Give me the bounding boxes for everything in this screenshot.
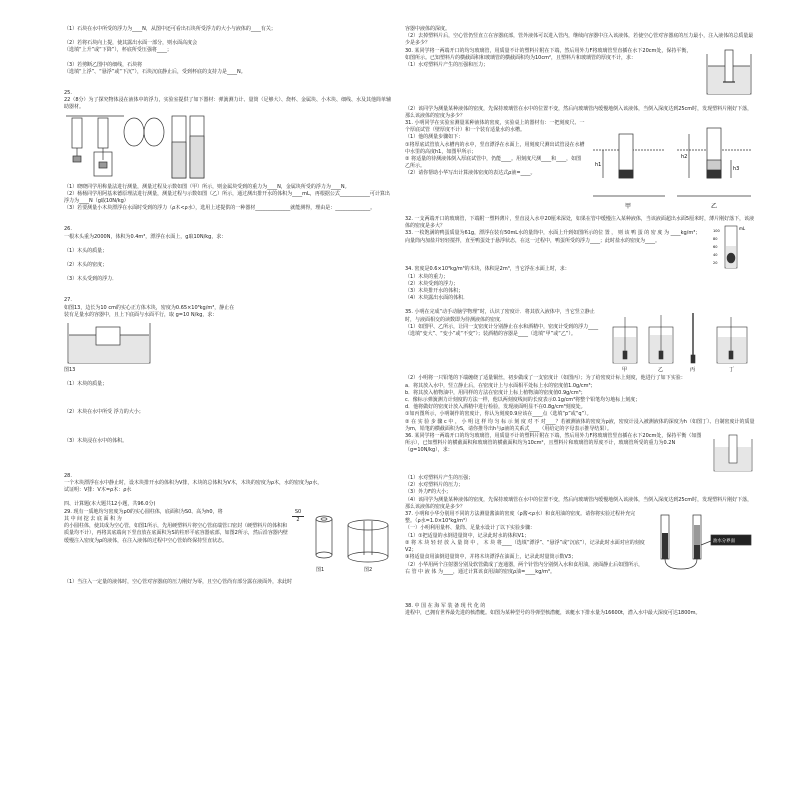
q27-stem-1: 如图13，边长为10 cm的实心正方体木块，密度为0.65×10³kg/m³，静止在 xyxy=(64,304,235,311)
q30-sub-2: （2）该同学为测量某种液体的密度，先保持玻璃管在水中的位置不变，然后向玻璃管内缓慢地倒入该液体，当倒入深度达到25cm时，发现塑料片刚好下落，那么该液体的密度为多少？ xyxy=(405,105,753,119)
fig-yi-label: 乙 xyxy=(711,203,718,211)
tick-80: 80 xyxy=(713,237,718,242)
q30-tube-in-water-figure xyxy=(703,48,755,98)
q36-sub-2: （2）水对塑料片的压力； xyxy=(405,482,464,489)
q29-block xyxy=(64,509,394,579)
q36-sub-4: （4）该同学为测量某种液体的密度，先保持玻璃管在水中的位置不变，然后向玻璃管内缓慢地倒入该液体，当倒入深度达到25cm时，发现塑料片刚好下落，那么该液体的密度是多少？ xyxy=(405,496,753,510)
fraction-denominator: 2 xyxy=(296,516,300,523)
q33-stem: 33. 一枚饱满的鸭蛋质量为61g，漂浮在装有50mL水的量筒中，水面上升到如图所示的位 置 ， 则 该 鸭 蛋 的 密 度 为 ____kg/m³；向量筒内加盐并轻轻搅拌，直至鸭蛋处于悬浮状态，在这一过程中，鸭蛋所受的浮力____；此时盐水的密度为____。 xyxy=(405,230,701,244)
q37-step-3: ③将适量食用油倒进量筒中，并将木块漂浮在油面上，记录此时量筒示数V3； xyxy=(405,554,577,561)
q29-line-1: 29. 现有一质地均匀密度为ρ0的实心圆柱体，底面积为S0、高为h0，将 xyxy=(64,508,223,515)
q38-line-1: 38. 中 国 在 海 军 装 备 现 代 化 的 xyxy=(405,603,486,610)
fig35-bing: 丙 xyxy=(690,367,696,374)
q35-step-a: a．将其放入水中，竖立静止后，在密度计上与水面相平处标上水的密度值1.0g/cm³； xyxy=(405,382,596,389)
q36-sub-1: （1）水对塑料片产生的压强； xyxy=(405,475,474,482)
q-top-line-1: （1）石块在水中所受的浮力为____N，从图中还可看出石块所受浮力的大小与液体的____有关； xyxy=(64,26,276,32)
q34-stem: 34. 密度是0.6×10³kg/m³的木块，体积是2m³，当它浮在水面上时，求： xyxy=(405,266,570,273)
r-top-line-2: （2）去掉塑料片后，空心管仍竖直立在容器底部，管外液体可以进入管内，继续向容器中注入该液体，若使空心管对容器底的压力最小，注入液体的总质量最少是多少？ xyxy=(405,33,754,47)
spring-scale-and-cylinder-diagram xyxy=(64,112,224,184)
q26-sub-2: （2）木头的密度； xyxy=(64,262,108,269)
q35-block xyxy=(405,309,757,375)
cylinder-unit: mL xyxy=(739,226,746,232)
tick-40: 40 xyxy=(713,253,718,258)
q30-block xyxy=(405,48,757,106)
q31-sub-2: （2）请你帮助小华写出计算液体密度的表达式ρ液=____。 xyxy=(405,170,536,177)
q36-sub-3: （3）外力F的大小； xyxy=(405,489,452,496)
q29-line-2: 其 中 间 挖 去 底 面 积 为 xyxy=(64,515,122,522)
q31-step-1: ①将厚底试管放入水槽内的水中，竖直漂浮在水面上，用刻度尺测出试管浸在水槽中水里的高度h1，如图甲所示； xyxy=(405,141,585,155)
fig35-yi: 乙 xyxy=(658,367,664,374)
q37-block xyxy=(405,511,757,603)
fig35-jia: 甲 xyxy=(622,367,628,374)
q31-sub-1: （1）他的测量步骤如下： xyxy=(405,134,464,141)
q26-stem: 一根木头重为2000N，体积为0.4m³，漂浮在水面上，g取10N/kg，求： xyxy=(64,233,227,240)
q28-number: 28. xyxy=(64,472,72,479)
q34-sub-2: （2）木块受到的浮力； xyxy=(405,280,459,287)
q37-step-1: （1）①把适量的水倒进量筒中，记录此时水的体积V1； xyxy=(405,532,530,539)
fig13-caption: 图13 xyxy=(64,367,76,374)
graduated-cylinder xyxy=(711,222,751,270)
fig13-container xyxy=(64,319,394,367)
fig35-ding: 丁 xyxy=(729,367,735,374)
q36-block xyxy=(405,433,757,475)
q26-sub-3: （3）木头受到的浮力． xyxy=(64,276,118,283)
right-column xyxy=(405,26,757,617)
q28-stem: 一个木块漂浮在水中静止时，设木块排开水的体积为V排，木块的总体积为V木，木块的密度为ρ木，水的密度为ρ水， xyxy=(64,480,323,487)
q25-sub-3: （3）若要测量小木块漂浮在水面时受到的浮力（ρ木<ρ水），选用上述提供的一种器材______________就能测得，理由是：______________。 xyxy=(64,205,376,212)
tick-20: 20 xyxy=(713,261,718,266)
q33-block xyxy=(405,226,757,266)
fig1-caption: 图1 xyxy=(316,566,325,573)
fig-jia-label: 甲 xyxy=(625,203,632,211)
q27-sub-1: （1）木块的质量； xyxy=(64,381,108,388)
fraction xyxy=(292,509,304,524)
fig2-caption: 图2 xyxy=(364,566,373,573)
h3-label: h3 xyxy=(733,166,740,173)
q35-sub-1: （1）如图甲、乙所示，让同一支密度计分别静止在水和酒精中，密度计受到的浮力____（选填“变大”、“变小”或“不变”）；装酒精的容器是____（选填“甲”或“乙”）。 xyxy=(405,323,599,338)
q26-number: 26. xyxy=(64,226,72,233)
q34-sub-1: （1）木块的重力； xyxy=(405,273,449,280)
section-four-heading: 四、计算题(本大题共12小题，共96.0分) xyxy=(64,501,156,508)
q-top-line-5: （选填“上浮”、“悬浮”或“下沉”），石块沉底静止后，受到杯底的支持力是____N。 xyxy=(64,68,246,75)
q27-number: 27. xyxy=(64,297,72,304)
q36-stem: 36. 某同学将一两端开口的均匀玻璃管，用质量不计的塑料片附在下端，然后用外力F将玻璃管竖直插在水下20cm处，保持平衡（如图所示），已知塑料片的横截面积和玻璃管的横截面积均为10cm²，且塑料片和玻璃管的厚度不计，玻璃管所受的重力为0.2N（g=10N/kg），求： xyxy=(405,433,702,454)
h1-label: h1 xyxy=(595,162,602,169)
q30-sub-1: （1）水对塑料片产生的压强和压力； xyxy=(405,62,489,69)
q34-sub-4: （4）木块露出水面的体积． xyxy=(405,295,469,302)
q37-part-1: （一）小明利用量杯、量筒、足量水设计了以下实验步骤： xyxy=(405,525,536,532)
q37-stem: 37. 小明和小华分别用不同的方法测量酱油的密度（ρ酱<ρ水）和食用油的密度。请你将实验过程补充完整。（ρ水=1.0×10³kg/m³） xyxy=(405,511,636,525)
q35-q2: ② 在 实 验 步 骤 c 中 ， 小 明 这 样 均 匀 标 示 刻 度 对 不 对____？若被测液体的密度为ρ液，密度计浸入被测液体的深度为h（如图丁）、自制密度计的质量为m，铅笔的横截面积为S，请你推导出h与ρ液的关系式____（用给定的字母表示推导结果）。 xyxy=(405,418,755,432)
q35-step-d: d．他将做好的密度计放入酒精中进行检验，发现液面明显不在0.8g/cm³刻度处。 xyxy=(405,404,586,411)
q35-stem: 35. 小明在完成“动手动脑学物理”时，认识了密度计．将其放入液体中，当它竖立静止时，与液面相交的读数即为待测液体的密度． xyxy=(405,309,595,323)
q25-sub-2: （2）杨杨同学用阿基米德原理法进行测量，测量过程与示数如图（乙）所示，通过测出排开水的体积为____mL，再根据公式____________可计算出浮力为____N（g取10N/kg） xyxy=(64,190,390,205)
q29-line-3: 的小圆柱体，使其成为空心管，如图1所示，先用硬塑料片将空心管底端管口密封（硬塑料片的体积和质量均不计），再将其底端向下竖直放在底面积为S的柱形平底容器底部，如图2所示，然后沿容器内壁缓慢注入密度为ρ的液体，在注入液体的过程中空心管始终保持竖直状态。 xyxy=(64,523,288,544)
q-top-line-2: （2）若将石块向上提，使其露出水面一部分，则水面高度会 xyxy=(64,40,198,47)
q27-sub-2: （2）木块在水中所受 浮力的大小； xyxy=(64,409,144,416)
q25-sub-1: （1）晓晓同学用称量法进行测量，测量过程及示数如图（甲）所示，则金属块受到的重力为____N，金属块所受的浮力为____N。 xyxy=(64,183,350,190)
q32-stem: 32. 一支两端开口的玻璃管，下端附一塑料薄片，竖直浸入水中20厘米深处，如果在管中缓慢注入某种液体，当该液面超出水面5厘米时，薄片刚好落下，该液体的密度是多大？ xyxy=(405,216,755,230)
q31-stem: 31. 小明同学在实验室测量某种液体的密度，实验桌上的器材有：一把刻度尺、一个厚底试管（壁厚度不计）和一个装有适量水的水槽。 xyxy=(405,120,585,134)
q25-figure xyxy=(64,112,394,184)
tick-60: 60 xyxy=(713,245,718,250)
q35-q1: ①如丙图所示，小明制作的密度计，你认为刻度0.9应该在____点（选填“p”或“q”）。 xyxy=(405,411,592,418)
q37-part-2: （2）小华用两个注射器分别及软管做成了连通器，两个针管内分别倒入水和食用油，液面静止后如图所示， 右 管 中 液 体 为____，通过计算该食用油的密度ρ油=____kg/m³。 xyxy=(405,561,644,575)
hollow-tube-figures xyxy=(308,509,394,569)
q29-line-4: （1）当注入一定量的液体时，空心管对容器底的压力刚好为零，且空心管尚有部分露在液面外，求此时 xyxy=(64,578,293,585)
r-top-line-1: 容器中液体的深度。 xyxy=(405,26,451,32)
q25-stem: 22（8分）为了探究物体浸在液体中的浮力，实验室提供了如下器材：弹簧测力计、量筒（足够大）、烧杯、金属块、小木块、细线、水及其他简单辅助器材。 xyxy=(64,97,392,111)
q35-sub-2: （2）小明将一只铅笔的下端缠绕了适量铜丝，初步做成了一支密度计（如图丙）；为了给密度计标上刻度，他进行了如下实验： xyxy=(405,375,686,382)
fraction-numerator: S0 xyxy=(292,509,304,517)
q35-step-b: b．将其放入植物油中，用同样的方法在密度计上标上植物油的密度值0.9g/cm³； xyxy=(405,389,586,396)
q27-stem-2: 装有足量水的容器中，且上下底面与水面平行，取 g=10 N/kg，求： xyxy=(64,311,218,318)
q31-block xyxy=(405,120,757,216)
oil-water-interface-label: 油水分界面 xyxy=(713,539,735,545)
u-tube-figure xyxy=(651,511,755,571)
q-top-line-4: （3）若剪断乙图中的细线，石块将 xyxy=(64,61,143,68)
q34-sub-3: （3）木块排开水的体积； xyxy=(405,288,464,295)
h2-label: h2 xyxy=(681,154,688,161)
q38-line-2: 进程中，已拥有世界最先进的核潜艇。如图为某种型号的导弹型核潜艇，该艇水下排水量为16600t，潜入水中最大深度可达1800m。 xyxy=(405,610,701,617)
q31-test-tube-figures xyxy=(589,120,755,212)
hydrometer-figures xyxy=(609,309,755,373)
q27-sub-3: （3）木块浸在水中的体积。 xyxy=(64,437,128,444)
q28-proof: 试证明：V排：V木=ρ木：ρ水 xyxy=(64,487,132,494)
q31-step-2: ② 将适量的待测液体倒入厚底试管中，仍能____。用刻度尺测____和____，如图乙所示。 xyxy=(405,156,582,170)
q-top-line-3: （选填“上升”或“下降”），杯底所受压强将____； xyxy=(64,47,172,54)
q25-number: 25. xyxy=(64,90,72,97)
left-column xyxy=(64,26,394,586)
q26-sub-1: （1）木头的质量； xyxy=(64,247,108,254)
q37-step-2: ② 将 木 块 轻 轻 放 入 量 筒 中 ， 木 块 将____（选填“漂浮”、“悬浮”或“沉底”），记录此时水面对应的刻度V2； xyxy=(405,539,645,554)
water-container-block-diagram xyxy=(64,319,154,365)
q30-stem: 30. 某同学将一两端开口的均匀玻璃管，用质量不计的塑料片附在下端，然后用外力F将玻璃管竖直插在水下20cm处，保持平衡，如图所示。已知塑料片的横截面积和玻璃管的横截面积均为10cm²，且塑料片和玻璃管的厚度不计，求： xyxy=(405,47,692,61)
q36-tube-figure xyxy=(711,433,755,473)
q35-step-c: c．像标示弹簧测力计刻度的方法一样，他以两刻度线间的长度表示0.1g/cm³将整个铅笔均匀地标上刻度； xyxy=(405,397,641,404)
tick-100: 100 xyxy=(713,229,720,234)
